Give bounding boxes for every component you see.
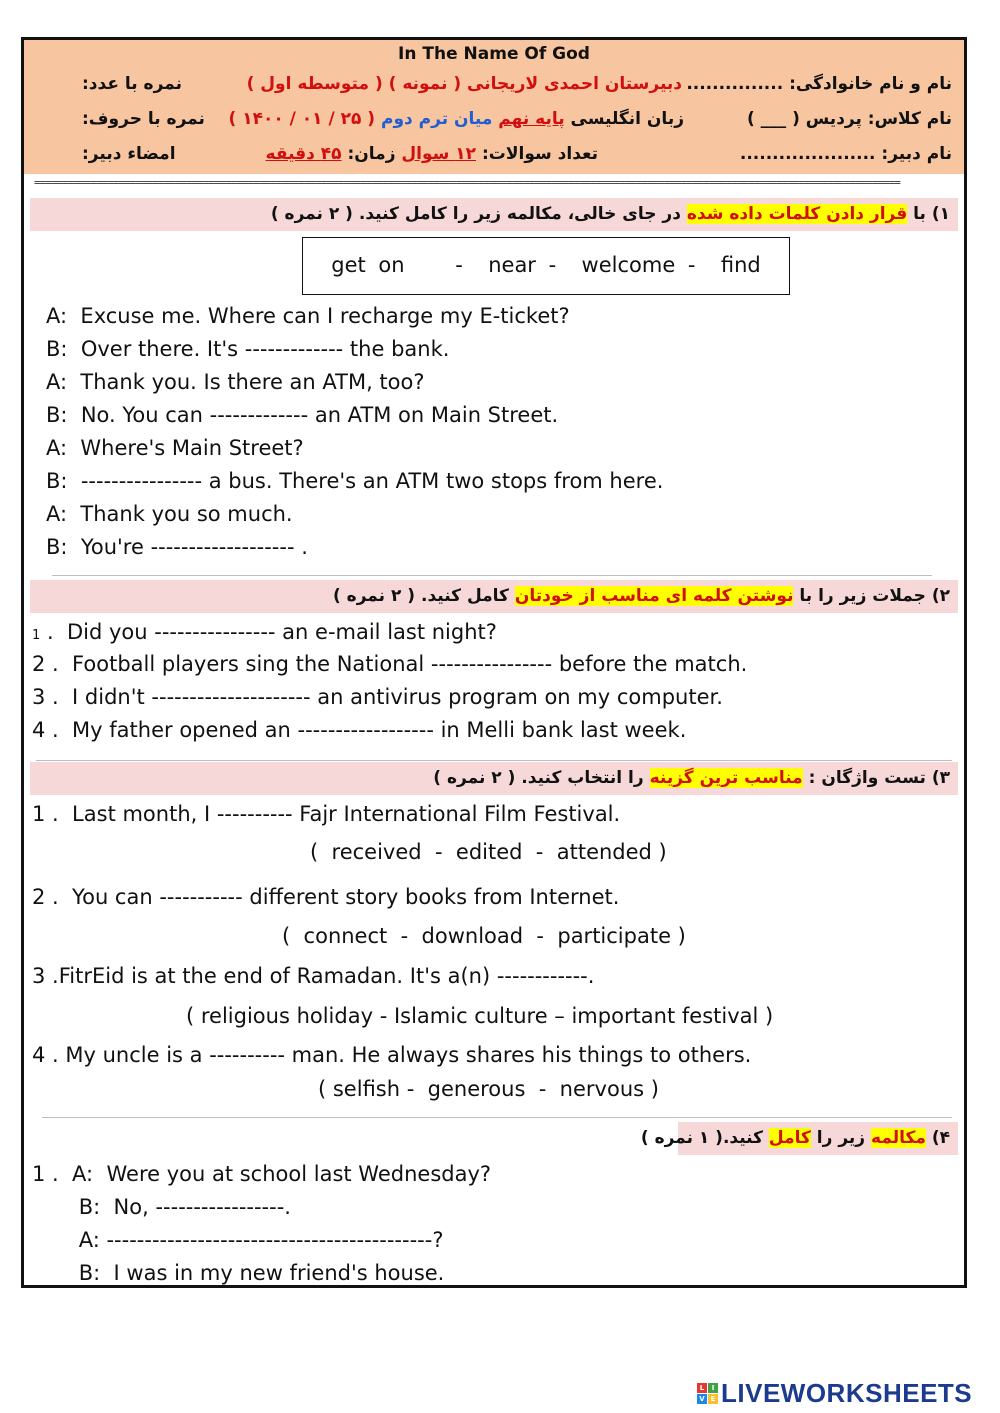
section-4-heading-highlight: کامل	[768, 1128, 811, 1148]
section-separator	[52, 575, 932, 576]
teacher-signature-label: امضاء دبیر:	[82, 144, 176, 164]
dialogue-line: B: Over there. It's ------------- the bank.	[46, 337, 450, 361]
class-name-field: نام کلاس: پردیس ( ___ )	[746, 109, 952, 129]
section-3-heading-part: را انتخاب کنید. ( ۲ نمره )	[433, 768, 650, 788]
section-4-heading-part: زیر را	[810, 1128, 872, 1148]
time-value: ۴۵ دقیقه	[265, 144, 342, 164]
section-2-heading-part: ۲) جملات زیر را با	[793, 586, 950, 606]
vocab-question: 1 . Last month, I ---------- Fajr International Film Festival.	[32, 802, 621, 826]
header-divider: ==========================================================================================================================================================	[34, 176, 900, 189]
vocab-question: 3 .FitrEid is at the end of Ramadan. It's a(n) ------------.	[32, 964, 595, 988]
section-3-heading	[30, 762, 958, 795]
brand-name: LIVEWORKSHEETS	[721, 1377, 973, 1408]
exam-header	[24, 40, 964, 174]
dialogue-line: A: Thank you so much.	[46, 502, 293, 526]
item-number: 1	[32, 628, 41, 643]
section-3-heading-part: ۳) تست واژگان :	[802, 768, 950, 788]
subject-label: زبان انگلیسی	[570, 109, 684, 129]
section-4-heading	[640, 1122, 958, 1155]
answer-options: ( received - edited - attended )	[310, 840, 667, 864]
section-3-heading-highlight: مناسب ترین گزینه	[649, 768, 803, 788]
score-words-label: نمره با حروف:	[82, 109, 205, 129]
header-title: In The Name Of God	[398, 44, 590, 64]
dialogue-line: A: Excuse me. Where can I recharge my E-ticket?	[46, 304, 570, 328]
section-1-heading-part: ۱) با	[907, 204, 950, 224]
section-4-heading-part: کنید.( ۱ نمره )	[640, 1128, 769, 1148]
dialogue-line: B: No. You can ------------- an ATM on Main Street.	[46, 403, 559, 427]
dialogue-line: A: Where's Main Street?	[46, 436, 304, 460]
dialogue-line: 1 . A: Were you at school last Wednesday?	[32, 1162, 492, 1186]
exam-info	[266, 144, 598, 164]
score-number-label: نمره با عدد:	[82, 74, 182, 94]
section-1-heading-part: در جای خالی، مکالمه زیر را کامل کنید. ( ۲ نمره )	[270, 204, 687, 224]
dialogue-line: A: -------------------------------------------?	[32, 1228, 444, 1252]
teacher-name-field: نام دبیر: .....................	[739, 144, 952, 164]
word-bank-box: get on - near - welcome - find	[302, 237, 790, 295]
question-count-label: تعداد سوالات:	[481, 144, 598, 164]
section-1-heading-highlight: قرار دادن کلمات داده شده	[686, 204, 908, 224]
logo-letter: E	[708, 1394, 718, 1404]
vocab-question: 4 . My uncle is a ---------- man. He always shares his things to others.	[32, 1043, 752, 1067]
time-label: زمان:	[347, 144, 396, 164]
dialogue-line: B: ---------------- a bus. There's an ATM two stops from here.	[46, 469, 664, 493]
section-2-heading	[30, 580, 958, 613]
liveworksheets-logo-icon	[697, 1383, 718, 1404]
worksheet	[21, 37, 967, 1288]
logo-letter: I	[708, 1383, 718, 1393]
student-name-field: نام و نام خانوادگی: ...............	[686, 74, 952, 94]
answer-options: ( selfish - generous - nervous )	[318, 1077, 659, 1101]
section-4-heading-part: ۴)	[925, 1128, 950, 1148]
section-separator	[42, 1117, 952, 1118]
liveworksheets-brand[interactable]	[697, 1378, 972, 1408]
exam-subject	[229, 109, 684, 129]
logo-letter: L	[697, 1383, 707, 1393]
logo-letter: V	[697, 1394, 707, 1404]
answer-options: ( connect - download - participate )	[282, 924, 686, 948]
exam-date: ( ۲۵ / ۰۱ / ۱۴۰۰ )	[228, 109, 376, 129]
section-2-heading-part: کامل کنید. ( ۲ نمره )	[332, 586, 515, 606]
question-count-value: ۱۲ سوال	[401, 144, 477, 164]
dialogue-line: B: I was in my new friend's house.	[32, 1261, 445, 1285]
section-2-heading-highlight: نوشتن کلمه ای مناسب از خودتان	[514, 586, 794, 606]
sentence-item: 2 . Football players sing the National ---------------- before the match.	[32, 652, 748, 676]
section-4-heading-highlight: مکالمه	[871, 1128, 926, 1148]
answer-options: ( religious holiday - Islamic culture – important festival )	[186, 1004, 774, 1028]
vocab-question: 2 . You can ----------- different story books from Internet.	[32, 885, 620, 909]
school-name: دبیرستان احمدی لاریجانی ( نمونه ) ( متوسطه اول )	[246, 74, 682, 94]
sentence-item	[32, 620, 497, 644]
dialogue-line: B: No, -----------------.	[32, 1195, 291, 1219]
sentence-item: 4 . My father opened an ------------------ in Melli bank last week.	[32, 718, 687, 742]
dialogue-line: B: You're ------------------- .	[46, 535, 308, 559]
grade-label: پایه نهم	[498, 109, 565, 129]
section-separator	[36, 760, 952, 761]
item-text: . Did you ---------------- an e-mail last night?	[40, 620, 497, 644]
section-1-heading	[30, 198, 958, 231]
dialogue-line: A: Thank you. Is there an ATM, too?	[46, 370, 425, 394]
term-label: میان ترم دوم	[380, 109, 493, 129]
sentence-item: 3 . I didn't --------------------- an antivirus program on my computer.	[32, 685, 723, 709]
